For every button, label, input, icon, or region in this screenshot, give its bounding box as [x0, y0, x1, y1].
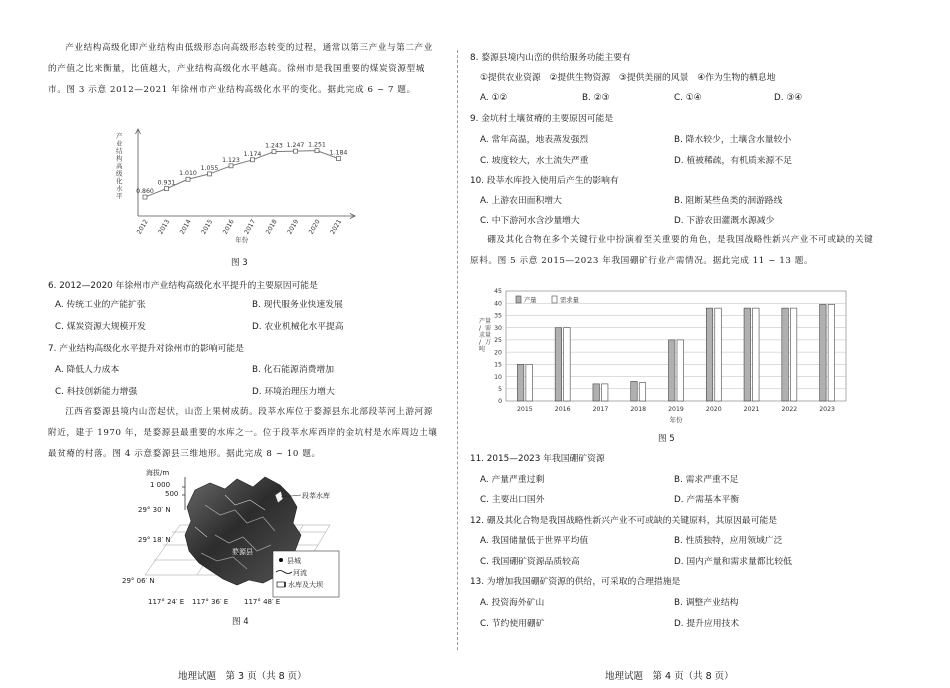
fig5-legend-label: 需求量: [560, 297, 579, 304]
fig5-x-tick-label: 2022: [781, 406, 798, 413]
q12-option-d[interactable]: D. 国内产量和需求量都比较低: [674, 557, 792, 567]
fig5-bar-output: [517, 364, 524, 401]
fig3-point: [294, 149, 298, 153]
fig5-x-tick-label: 2015: [517, 406, 533, 413]
q10-stem: 10. 段莘水库投入使用后产生的影响有: [470, 176, 619, 186]
fig5-bar-chart: [462, 283, 862, 426]
q8-option-d[interactable]: D. ③④: [774, 93, 803, 103]
right-page-footer: 地理试题 第 4 页（共 8 页）: [605, 671, 734, 682]
q7-option-c[interactable]: C. 科技创新能力增强: [55, 387, 138, 397]
fig4-lon-2: 117° 36′ E: [192, 598, 229, 606]
q7-option-d[interactable]: D. 环境治理压力增大: [252, 387, 335, 397]
q13-stem: 13. 为增加我国硼矿资源的供给，可采取的合理措施是: [470, 577, 681, 587]
fig4-legend-dam: 水库及大坝: [288, 581, 323, 589]
fig3-series-line: [145, 151, 339, 197]
fig5-bar-demand: [677, 340, 684, 401]
q12-option-c[interactable]: C. 我国硼矿资源品质较高: [480, 557, 580, 567]
q8-option-a[interactable]: A. ①②: [480, 93, 508, 103]
fig4-lon-3: 117° 48′ E: [244, 598, 281, 606]
fig4-elevation-500: 500: [165, 490, 179, 498]
q9-option-b[interactable]: B. 降水较少，土壤含水量较小: [674, 135, 792, 145]
fig4-reservoir-label: 段莘水库: [302, 492, 330, 500]
fig3-point: [165, 187, 169, 191]
fig3-value-label: 1.251: [308, 141, 326, 149]
intro-paragraph-fig3: 产业结构高级化即产业结构由低级形态向高级形态转变的过程，通常以第三产业与第二产业的产值之比来衡量，比值越大，产业结构高级化水平越高。徐州市是我国重要的煤炭资源型城市。图 3 示意 2012—2021 年徐州市产业结构高级化水平的变化。据此完成 6 ~ 7 题。: [48, 43, 433, 95]
intro-paragraph-fig4: 江西省婺源县境内山峦起伏，山峦上果树成荫。段莘水库位于婺源县东北部段莘河上游河源附近，建于 1970 年，是婺源县最重要的水库之一。位于段莘水库西岸的金坑村是水库周边土壤最贫瘠的村落。图 4 示意婺源县三维地形。据此完成 8 ~ 10 题。: [48, 407, 438, 459]
q11-option-d[interactable]: D. 产需基本平衡: [674, 495, 740, 505]
q10-option-d[interactable]: D. 下游农田灌溉水源减少: [674, 216, 775, 226]
q8-option-b[interactable]: B. ②③: [582, 93, 610, 103]
fig3-point: [186, 177, 190, 181]
fig5-bar-demand: [601, 384, 608, 401]
fig5-bar-demand: [753, 308, 760, 401]
fig5-x-tick-label: 2019: [668, 406, 684, 413]
fig5-bar-demand: [828, 304, 835, 401]
fig5-bar-demand: [526, 364, 533, 401]
q9-option-c[interactable]: C. 坡度较大，水土流失严重: [480, 156, 589, 166]
fig5-y-tick-label: 45: [494, 288, 502, 296]
fig5-bar-output: [820, 304, 827, 401]
fig5-y-tick-label: 0: [498, 398, 502, 406]
fig3-x-tick-label: 2021: [329, 218, 344, 236]
q7-option-a[interactable]: A. 降低人力成本: [55, 365, 120, 375]
fig4-elevation-label: 海拔/m: [146, 469, 170, 477]
q9-option-d[interactable]: D. 植被稀疏，有机质来源不足: [674, 156, 792, 166]
q13-option-c[interactable]: C. 节约使用硼矿: [480, 619, 545, 629]
fig4-lat-1: 29° 30′ N: [138, 506, 171, 514]
q12-stem: 12. 硼及其化合物是我国战略性新兴产业不可或缺的关键原料，其原因最可能是: [470, 516, 778, 526]
q10-option-c[interactable]: C. 中下游河水含沙量增大: [480, 216, 580, 226]
fig5-bar-demand: [564, 328, 571, 401]
fig3-point: [208, 172, 212, 176]
q8-stem: 8. 婺源县境内山峦的供给服务功能主要有: [470, 53, 631, 63]
fig4-county-label: 婺源县: [232, 548, 253, 556]
fig3-value-label: 0.931: [157, 179, 176, 187]
fig5-x-tick-label: 2018: [630, 406, 647, 413]
fig3-value-label: 1.174: [243, 150, 262, 158]
fig5-legend-swatch: [552, 296, 557, 303]
q6-option-b[interactable]: B. 现代服务业快速发展: [252, 300, 343, 310]
intro-paragraph-fig5: 硼及其化合物在多个关键行业中扮演着至关重要的角色，是我国战略性新兴产业不可或缺的关键原料。图 5 示意 2015—2023 年我国硼矿行业产需情况。据此完成 11 ~ 13 题。: [470, 235, 874, 266]
fig3-x-tick-label: 2020: [307, 218, 322, 236]
fig5-y-tick-label: 30: [494, 324, 502, 332]
left-page: [0, 0, 460, 688]
fig5-caption: 图 5: [658, 434, 675, 444]
q8-option-c[interactable]: C. ①④: [674, 93, 702, 103]
fig5-x-tick-label: 2017: [592, 406, 609, 413]
fig5-bar-output: [631, 381, 638, 401]
fig5-y-tick-label: 40: [494, 300, 502, 308]
fig3-x-tick-label: 2013: [157, 218, 172, 236]
fig4-legend-county: 县城: [287, 557, 301, 565]
fig3-point: [251, 158, 255, 162]
fig3-value-label: 0.860: [136, 188, 154, 196]
fig5-bar-demand: [639, 383, 646, 401]
q11-stem: 11. 2015—2023 年我国硼矿资源: [470, 454, 605, 464]
q6-option-c[interactable]: C. 煤炭资源大规模开发: [55, 322, 146, 332]
fig3-point: [272, 150, 276, 154]
fig4-lat-2: 29° 18′ N: [138, 536, 171, 544]
fig3-point: [229, 164, 233, 168]
fig3-caption: 图 3: [231, 258, 248, 268]
page-divider: [457, 50, 458, 650]
fig4-elevation-1000: 1 000: [150, 481, 171, 489]
q11-option-a[interactable]: A. 产量严重过剩: [480, 475, 545, 485]
fig3-point: [315, 149, 319, 153]
fig3-x-tick-label: 2014: [178, 218, 193, 236]
q11-option-b[interactable]: B. 需求严重不足: [674, 475, 739, 485]
fig5-legend-swatch: [516, 296, 521, 303]
fig5-legend-label: 产量: [524, 297, 537, 304]
fig4-caption: 图 4: [232, 617, 249, 627]
q10-option-b[interactable]: B. 阻断某些鱼类的洄游路线: [674, 196, 783, 206]
fig3-value-label: 1.123: [222, 156, 240, 164]
q7-stem: 7. 产业结构高级化水平提升对徐州市的影响可能是: [48, 344, 244, 354]
fig3-x-tick-label: 2015: [200, 218, 215, 236]
left-page-footer: 地理试题 第 3 页（共 8 页）: [178, 671, 307, 682]
q13-option-b[interactable]: B. 调整产业结构: [674, 598, 739, 608]
q12-option-a[interactable]: A. 我国储量低于世界平均值: [480, 536, 589, 546]
fig5-y-tick-label: 25: [494, 337, 502, 345]
fig5-y-tick-label: 20: [494, 349, 502, 357]
fig3-x-tick-label: 2012: [135, 218, 150, 236]
fig5-bar-output: [593, 384, 600, 401]
fig5-x-tick-label: 2016: [554, 406, 571, 413]
fig3-labels: [116, 131, 347, 244]
fig5-bars: [517, 304, 834, 401]
fig5-bar-demand: [715, 308, 722, 401]
fig3-value-label: 1.247: [286, 142, 305, 150]
fig5-x-tick-label: 2020: [705, 406, 722, 413]
fig5-bar-output: [706, 308, 713, 401]
right-page: [462, 0, 950, 688]
fig5-x-tick-label: 2021: [743, 406, 760, 413]
fig5-bar-output: [669, 340, 676, 401]
fig4-lat-3: 29° 06′ N: [122, 577, 155, 585]
fig3-series: [143, 149, 341, 199]
q6-option-a[interactable]: A. 传统工业的产能扩张: [55, 300, 146, 310]
fig3-point: [337, 157, 341, 161]
q6-stem: 6. 2012—2020 年徐州市产业结构高级化水平提升的主要原因可能是: [48, 281, 318, 291]
fig5-bar-output: [744, 308, 751, 401]
fig5-y-tick-label: 15: [494, 361, 502, 369]
fig3-value-label: 1.055: [200, 164, 219, 172]
fig5-x-tick-label: 2023: [819, 406, 835, 413]
fig5-y-tick-label: 35: [494, 312, 502, 320]
fig5-bar-output: [782, 308, 789, 401]
fig5-x-label: 年份: [669, 416, 683, 424]
fig3-line-chart: [110, 128, 360, 253]
q13-option-a[interactable]: A. 投资海外矿山: [480, 598, 545, 608]
q8-items: ①提供农业资源 ②提供生物资源 ③提供美丽的风景 ④作为生物的栖息地: [480, 73, 776, 83]
fig5-y-tick-label: 10: [494, 373, 502, 381]
fig3-value-label: 1.010: [179, 170, 197, 178]
q9-option-a[interactable]: A. 常年高温，地表蒸发强烈: [480, 135, 589, 145]
fig3-x-tick-label: 2018: [264, 218, 279, 236]
fig5-bar-output: [555, 328, 562, 401]
fig3-x-label: 年份: [235, 236, 249, 244]
fig3-x-tick-label: 2019: [286, 218, 301, 236]
q7-option-b[interactable]: B. 化石能源消费增加: [252, 365, 335, 375]
fig5-y-label: 产量/ 需求量/ 万吨: [479, 318, 492, 353]
q10-option-a[interactable]: A. 上游农田面积增大: [480, 196, 562, 206]
fig3-x-tick-label: 2017: [243, 218, 258, 236]
q11-option-c[interactable]: C. 主要出口国外: [480, 495, 545, 505]
q13-option-d[interactable]: D. 提升应用技术: [674, 619, 740, 629]
fig5-bar-demand: [790, 308, 797, 401]
fig5-y-tick-label: 5: [498, 385, 502, 393]
fig3-x-tick-label: 2016: [221, 218, 236, 236]
fig4-lon-1: 117° 24′ E: [148, 598, 185, 606]
q9-stem: 9. 金坑村土壤贫瘠的主要原因可能是: [470, 114, 614, 124]
fig3-point: [143, 195, 147, 199]
fig3-value-label: 1.184: [329, 149, 348, 157]
fig3-y-label: 产业结构高级化水平: [116, 132, 123, 200]
fig4-legend-river: 河流: [293, 569, 307, 577]
fig3-value-label: 1.243: [265, 142, 283, 150]
q12-option-b[interactable]: B. 性质独特，应用领域广泛: [674, 536, 783, 546]
q6-option-d[interactable]: D. 农业机械化水平提高: [252, 322, 344, 332]
